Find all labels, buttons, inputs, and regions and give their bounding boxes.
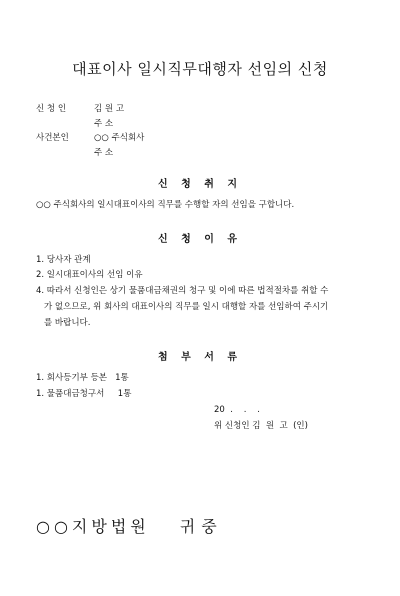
reasons-heading: 신 청 이 유 [157, 234, 243, 245]
reason-item-continuation: 를 바랍니다. [44, 318, 91, 328]
case-principal-name: ○○ 주식회사 [94, 133, 145, 143]
attachment-item: 1. 회사등기부 등본 1통 [36, 373, 129, 383]
applicant-name: 김 원 고 [94, 104, 125, 114]
applicant-address-label: 주 소 [94, 119, 114, 129]
signature-signer: 위 신청인 김 원 고 (인) [214, 421, 308, 431]
reason-item: 1. 당사자 관계 [36, 255, 91, 265]
court-suffix: 귀중 [179, 517, 223, 536]
court-addressee [36, 514, 223, 537]
applicant-label: 신 청 인 [36, 104, 67, 114]
reason-item: 4. 따라서 신청인은 상기 물품대금채권의 청구 및 이에 따른 법적절차를 취할 수 [36, 286, 329, 296]
reason-item-continuation: 가 없으므로, 위 회사의 대표이사의 직무를 일시 대행할 자를 선임하여 주시기 [44, 302, 329, 312]
case-principal-label: 사건본인 [36, 133, 69, 143]
court-name: ○○지방법원 [36, 517, 150, 536]
purpose-heading: 신 청 취 지 [157, 179, 243, 190]
document-title: 대표이사 일시직무대행자 선임의 신청 [72, 60, 328, 78]
purpose-text: ○○ 주식회사의 일시대표이사의 직무를 수행할 자의 선임을 구합니다. [36, 200, 295, 210]
signature-date: 20 . . . [214, 405, 260, 415]
reason-item: 2. 일시대표이사의 선임 이유 [36, 270, 143, 280]
case-principal-address-label: 주 소 [94, 148, 114, 158]
attachment-item: 1. 물품대금청구서 1통 [36, 389, 132, 399]
attachments-heading: 첨 부 서 류 [157, 352, 243, 363]
